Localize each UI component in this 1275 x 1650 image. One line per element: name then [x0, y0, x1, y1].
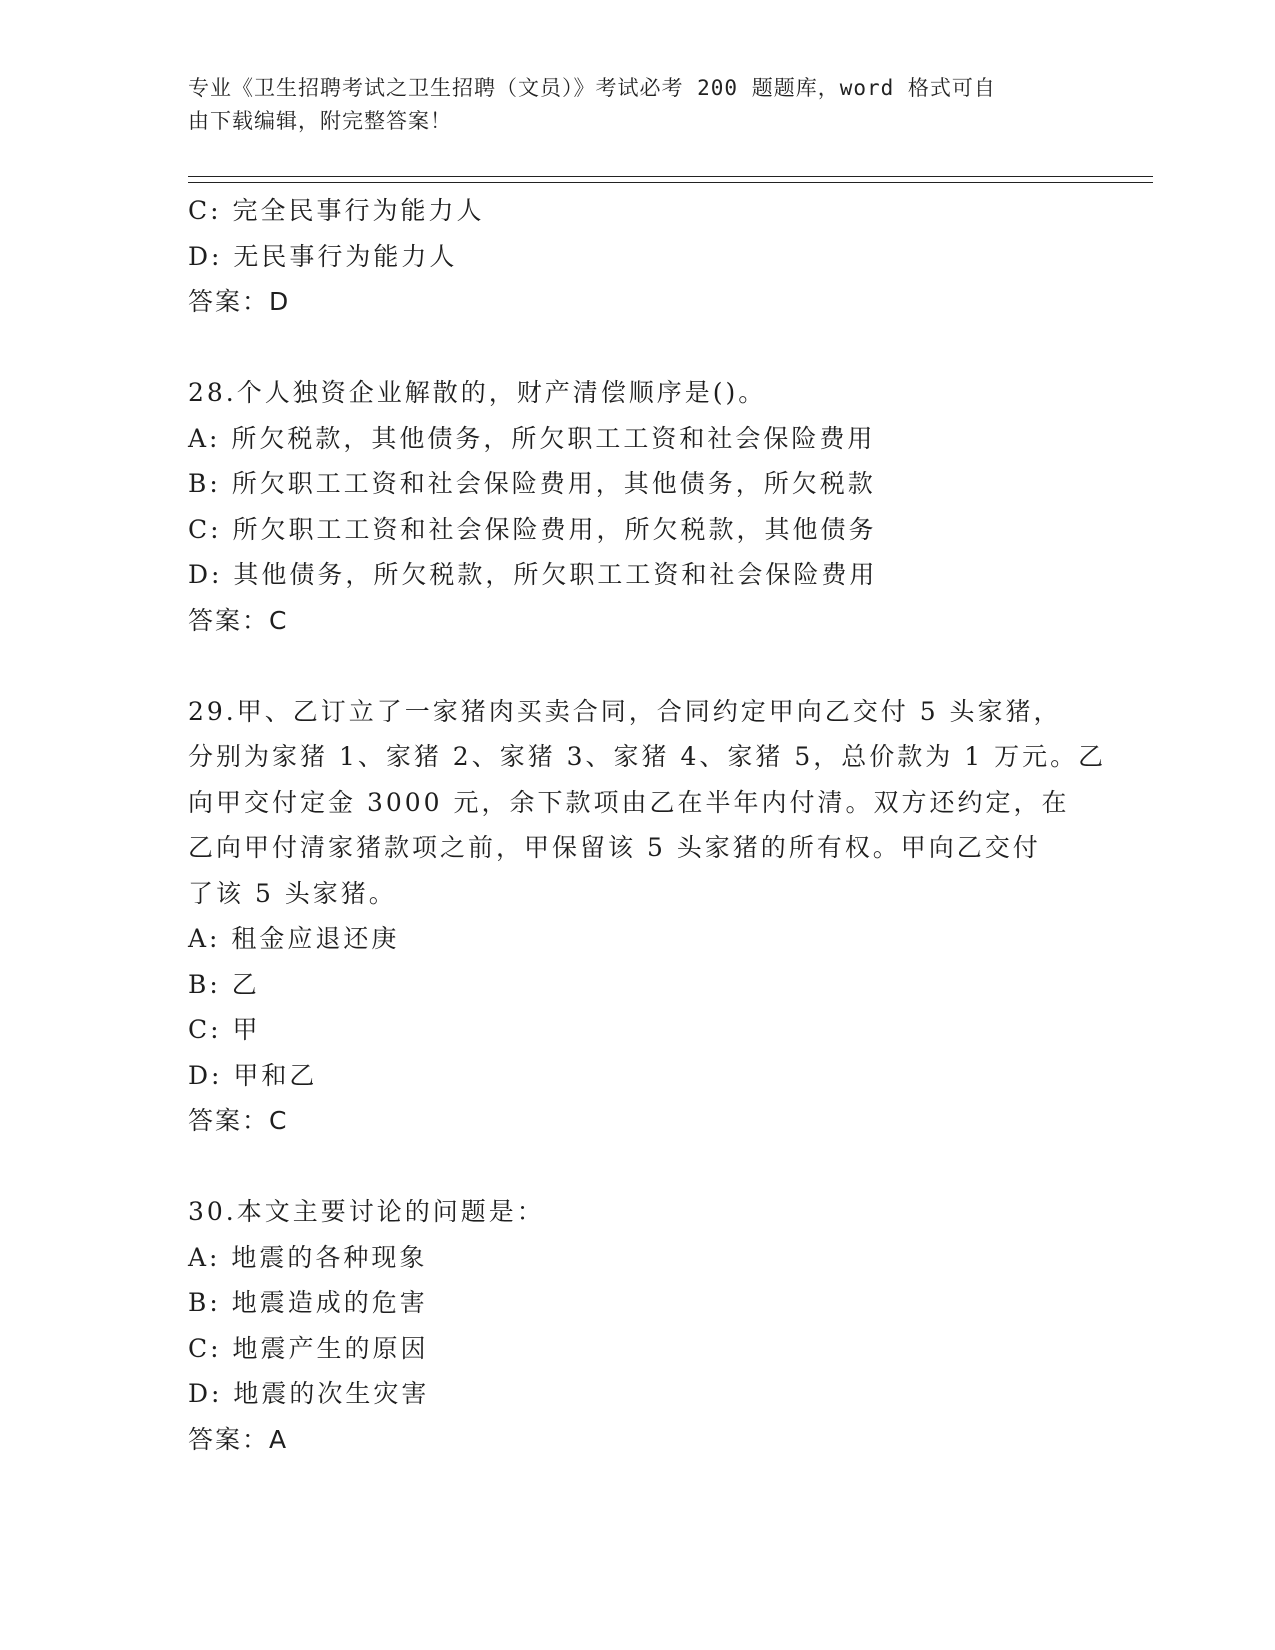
option-c: C: 甲 [188, 1015, 261, 1044]
option-c: C: 地震产生的原因 [188, 1333, 429, 1363]
question-stem: 29.甲、乙订立了一家猪肉买卖合同，合同约定甲向乙交付 5 头家猪， [188, 696, 1062, 726]
question-stem: 分别为家猪 1、家猪 2、家猪 3、家猪 4、家猪 5，总价款为 1 万元。乙 [188, 742, 1107, 771]
header-line-2: 由下载编辑，附完整答案！ [188, 109, 452, 133]
header-rule-bottom [188, 182, 1153, 183]
option-b: B: 所欠职工工资和社会保险费用，其他债务，所欠税款 [188, 469, 876, 498]
answer-line: 答案：C [188, 1106, 289, 1135]
question-stem: 28.个人独资企业解散的，财产清偿顺序是()。 [188, 378, 767, 407]
option-d: D: 甲和乙 [188, 1060, 318, 1090]
option-a: A: 租金应退还庚 [188, 924, 400, 953]
question-stem: 了该 5 头家猪。 [188, 878, 397, 908]
question-stem: 向甲交付定金 3000 元，余下款项由乙在半年内付清。双方还约定，在 [188, 787, 1070, 817]
question-29 [188, 689, 1107, 1144]
spacer [188, 325, 1088, 371]
option-d: D: 无民事行为能力人 [188, 241, 458, 271]
question-28 [188, 370, 1088, 643]
option-b: B: 地震造成的危害 [188, 1288, 428, 1317]
option-d: D: 其他债务，所欠税款，所欠职工工资和社会保险费用 [188, 560, 878, 589]
header-line-1: 专业《卫生招聘考试之卫生招聘（文员）》考试必考 200 题题库，word 格式可自 [188, 76, 996, 100]
answer-line: 答案：C [188, 605, 289, 635]
spacer [188, 1144, 1088, 1190]
option-c: C: 所欠职工工资和社会保险费用，所欠税款，其他债务 [188, 514, 877, 544]
question-stem: 30.本文主要讨论的问题是： [188, 1197, 545, 1226]
option-d: D: 地震的次生灾害 [188, 1379, 430, 1408]
question-list [188, 188, 1107, 1462]
option-b: B: 乙 [188, 969, 260, 999]
question-stem: 乙向甲付清家猪款项之前，甲保留该 5 头家猪的所有权。甲向乙交付 [188, 833, 1041, 862]
question-30 [188, 1189, 1088, 1462]
option-c: C: 完全民事行为能力人 [188, 196, 485, 225]
answer-line: 答案：D [188, 287, 291, 316]
spacer [188, 643, 1088, 689]
document-header [188, 72, 1068, 138]
carryover-block [188, 188, 1088, 325]
answer-line: 答案：A [188, 1424, 289, 1454]
option-a: A: 所欠税款，其他债务，所欠职工工资和社会保险费用 [188, 423, 876, 453]
option-a: A: 地震的各种现象 [188, 1242, 428, 1272]
header-rule-top [188, 176, 1153, 177]
